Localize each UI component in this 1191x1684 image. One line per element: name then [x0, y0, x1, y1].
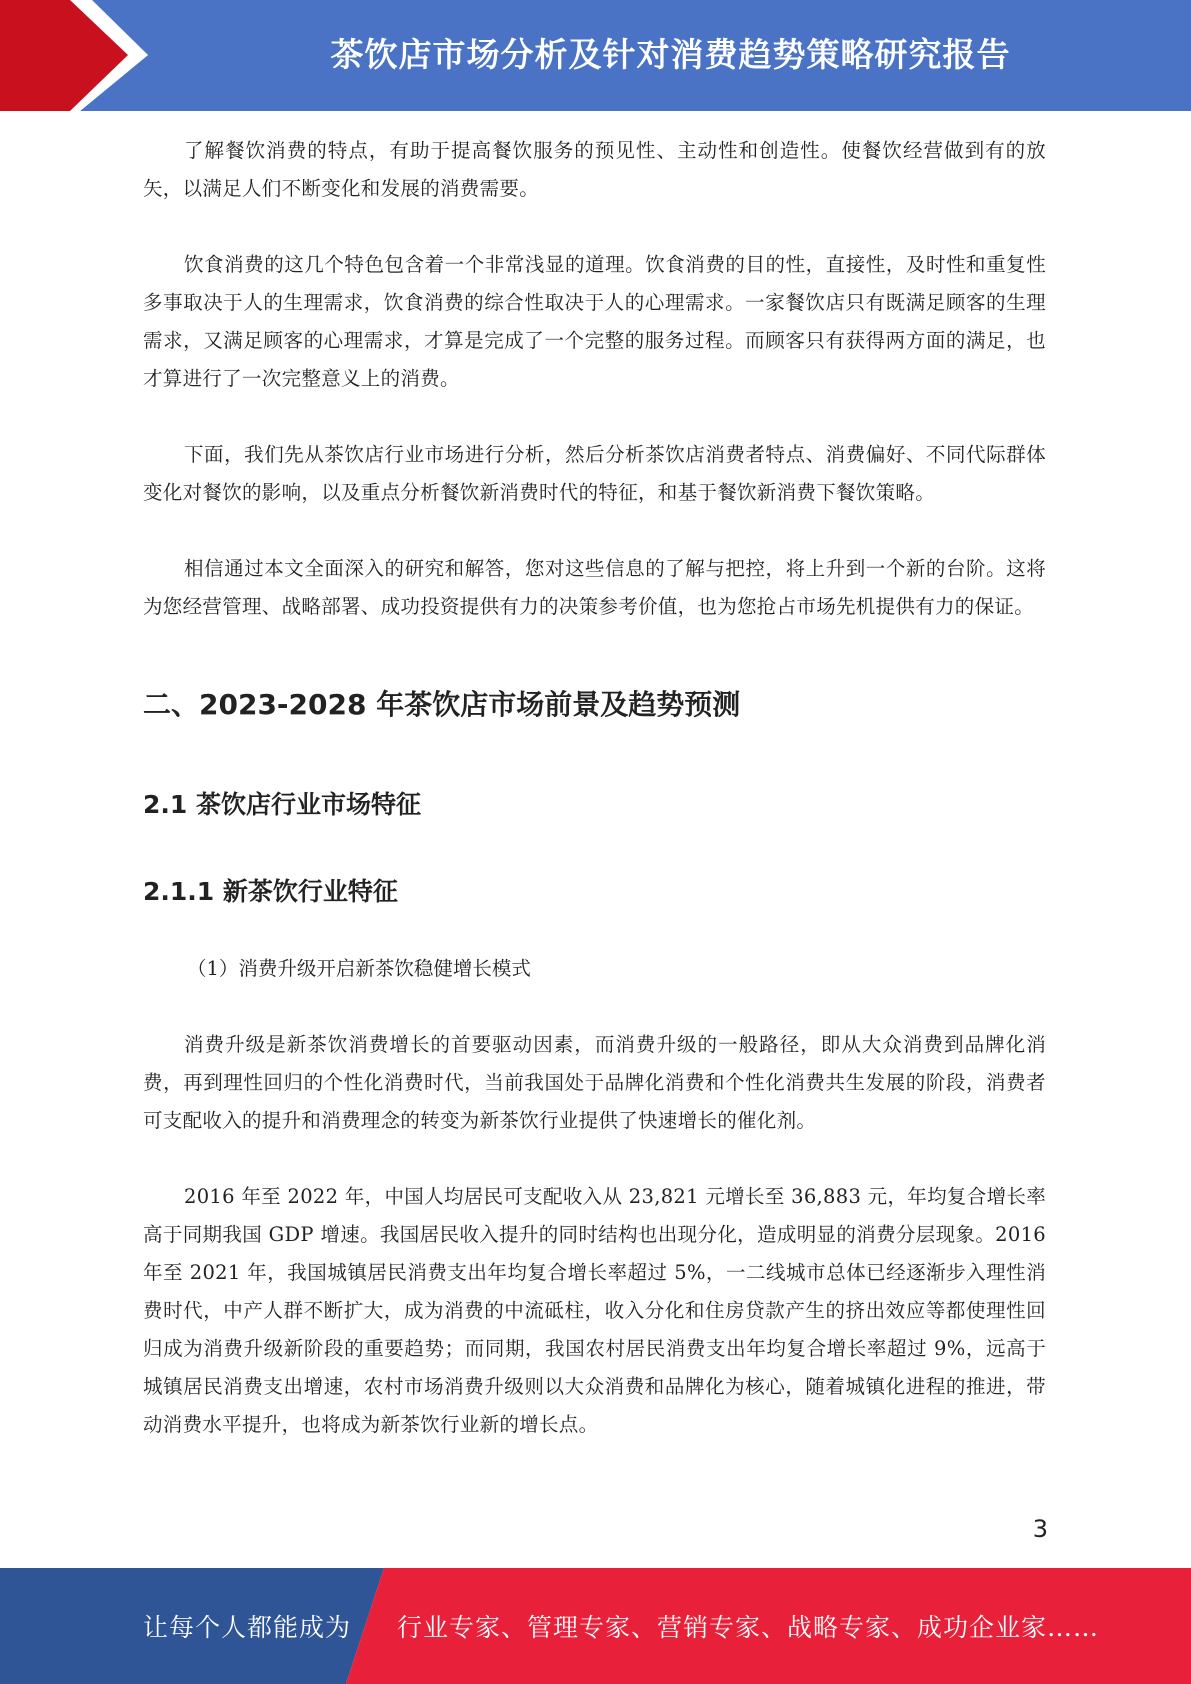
subsection-heading: 2.1 茶饮店行业市场特征 — [143, 790, 421, 819]
body-paragraph-2: 2016 年至 2022 年，中国人均居民可支配收入从 23,821 元增长至 36,883 元，年均复合增长率高于同期我国 GDP 增速。我国居民收入提升的同时结构也出现分化，造成明显的消费分层现象。2016 年至 2021 年，我国城镇居民消费支出年均复合增长率超过 5%，一二线城市总体已经逐渐步入理性消费时代，中产人群不断扩大，成为消费的中流砥柱，收入分化和住房贷款产生的挤出效应等都使理性回归成为消费升级新阶段的重要趋势；而同期，我国农村居民消费支出年均复合增长率超过 9%，远高于城镇居民消费支出增速，农村市场消费升级则以大众消费和品牌化为核心，随着城镇化进程的推进，带动消费水平提升，也将成为新茶饮行业新的增长点。 — [143, 1185, 1046, 1436]
subsubsection-heading: 2.1.1 新茶饮行业特征 — [143, 877, 398, 906]
point-heading: （1）消费升级开启新茶饮稳健增长模式 — [187, 957, 531, 980]
header-banner — [0, 0, 1191, 111]
section-heading: 二、2023-2028 年茶饮店市场前景及趋势预测 — [143, 688, 741, 721]
page-content — [143, 132, 1046, 1444]
footer-banner — [0, 1568, 1191, 1684]
footer-slogan-left: 让每个人都能成为 — [143, 1613, 352, 1642]
intro-paragraph-3: 下面，我们先从茶饮店行业市场进行分析，然后分析茶饮店消费者特点、消费偏好、不同代际群体变化对餐饮的影响，以及重点分析餐饮新消费时代的特征，和基于餐饮新消费下餐饮策略。 — [143, 443, 1046, 504]
document-title: 茶饮店市场分析及针对消费趋势策略研究报告 — [330, 34, 1011, 74]
intro-paragraph-2: 饮食消费的这几个特色包含着一个非常浅显的道理。饮食消费的目的性，直接性，及时性和重复性多事取决于人的生理需求，饮食消费的综合性取决于人的心理需求。一家餐饮店只有既满足顾客的生理需求，又满足顾客的心理需求，才算是完成了一个完整的服务过程。而顾客只有获得两方面的满足，也才算进行了一次完整意义上的消费。 — [143, 253, 1046, 390]
footer-slogan-right: 行业专家、管理专家、营销专家、战略专家、成功企业家…… — [397, 1613, 1100, 1642]
body-paragraph-1: 消费升级是新茶饮消费增长的首要驱动因素，而消费升级的一般路径，即从大众消费到品牌化消费，再到理性回归的个性化消费时代，当前我国处于品牌化消费和个性化消费共生发展的阶段，消费者可支配收入的提升和消费理念的转变为新茶饮行业提供了快速增长的催化剂。 — [143, 1033, 1046, 1132]
intro-paragraph-4: 相信通过本文全面深入的研究和解答，您对这些信息的了解与把控，将上升到一个新的台阶。这将为您经营管理、战略部署、成功投资提供有力的决策参考价值，也为您抢占市场先机提供有力的保证。 — [143, 557, 1046, 618]
intro-paragraph-1: 了解餐饮消费的特点，有助于提高餐饮服务的预见性、主动性和创造性。使餐饮经营做到有的放矢，以满足人们不断变化和发展的消费需要。 — [143, 139, 1046, 200]
page-number: 3 — [1032, 1515, 1048, 1543]
